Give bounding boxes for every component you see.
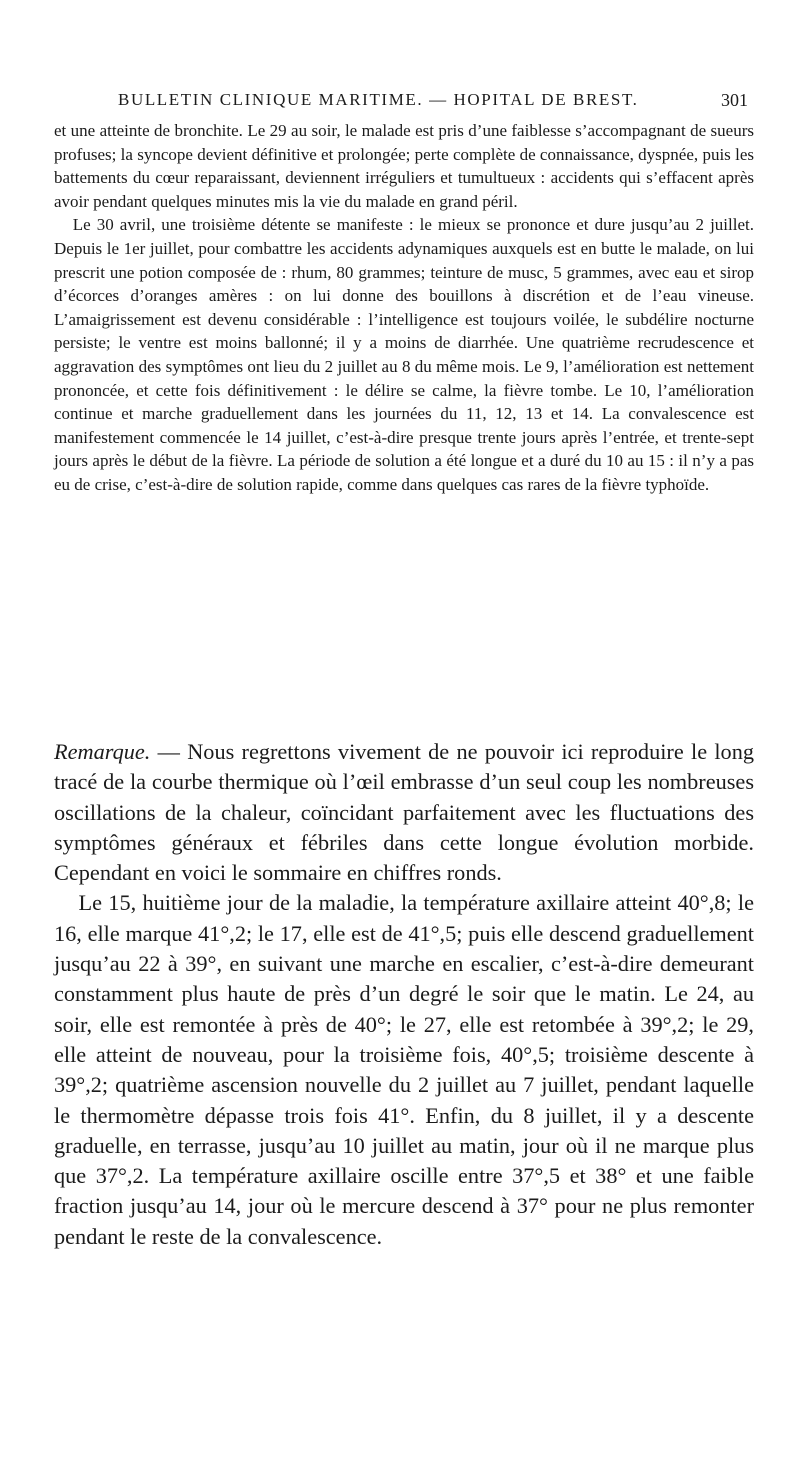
running-title: BULLETIN CLINIQUE MARITIME. — HOPITAL DE BREST.	[118, 90, 639, 109]
running-header	[0, 90, 800, 114]
remark-label: Remarque.	[54, 739, 151, 764]
paragraph-bronchite: et une atteinte de bronchite. Le 29 au soir, le malade est pris d’une faiblesse s’accompagnant de sueurs profuses; la syncope devient définitive et prolongée; perte complète de connaissance, dyspnée, puis les battements du cœur reparaissant, deviennent irréguliers et tumultueux : accidents qui s’effacent après avoir pendant quelques minutes mis la vie du malade en grand péril.	[54, 121, 754, 211]
temperature-summary-paragraph: Le 15, huitième jour de la maladie, la température axillaire atteint 40°,8; le 16, elle marque 41°,2; le 17, elle est de 41°,5; puis elle descend graduellement jusqu’au 22 à 39°, en suivant une marche en escalier, c’est-à-dire demeurant constamment plus haute de près d’un degré le soir que le matin. Le 24, au soir, elle est remontée à près de 40°; le 27, elle est retombée à 39°,2; le 29, elle atteint de nouveau, pour la troisième fois, 40°,5; troisième descente à 39°,2; quatrième ascension nouvelle du 2 juillet au 7 juillet, pendant laquelle le thermomètre dépasse trois fois 41°. Enfin, du 8 juillet, il y a descente graduelle, en terrasse, jusqu’au 10 juillet au matin, jour où il ne marque plus que 37°,2. La température axillaire oscille entre 37°,5 et 38° et une faible fraction jusqu’au 14, jour où le mercure descend à 37° pour ne plus remonter pendant le reste de la convalescence.	[54, 890, 754, 1249]
case-report-body	[54, 119, 754, 497]
remark-text: — Nous regrettons vivement de ne pouvoir ici reproduire le long tracé de la courbe thermique où l’œil embrasse d’un seul coup les nombreuses oscillations de la chaleur, coïncidant parfaitement avec les fluctuations des symptômes généraux et fébriles dans cette longue évolution morbide. Cependant en voici le sommaire en chiffres ronds.	[54, 739, 754, 886]
remark-paragraph	[54, 737, 754, 888]
page-number: 301	[721, 90, 748, 110]
remark-section	[54, 737, 754, 1252]
paragraph-treatment: Le 30 avril, une troisième détente se manifeste : le mieux se prononce et dure jusqu’au 2 juillet. Depuis le 1er juillet, pour combattre les accidents adynamiques auxquels est en butte le malade, on lui prescrit une potion composée de : rhum, 80 grammes; teinture de musc, 5 grammes, avec eau et sirop d’écorces d’oranges amères : on lui donne des bouillons à discrétion et de l’eau vineuse. L’amaigrissement est devenu considérable : l’intelligence est toujours voilée, le subdélire nocturne persiste; le ventre est moins ballonné; il y a moins de diarrhée. Une quatrième recrudescence et aggravation des symptômes ont lieu du 2 juillet au 8 du même mois. Le 9, l’amélioration est nettement prononcée, et cette fois définitivement : le délire se calme, la fièvre tombe. Le 10, l’amélioration continue et marche graduellement dans les journées du 11, 12, 13 et 14. La convalescence est manifestement commencée le 14 juillet, c’est-à-dire presque trente jours après l’entrée, et trente-sept jours après le début de la fièvre. La période de solution a été longue et a duré du 10 au 15 : il n’y a pas eu de crise, c’est-à-dire de solution rapide, comme dans quelques cas rares de la fièvre typhoïde.	[54, 215, 754, 494]
